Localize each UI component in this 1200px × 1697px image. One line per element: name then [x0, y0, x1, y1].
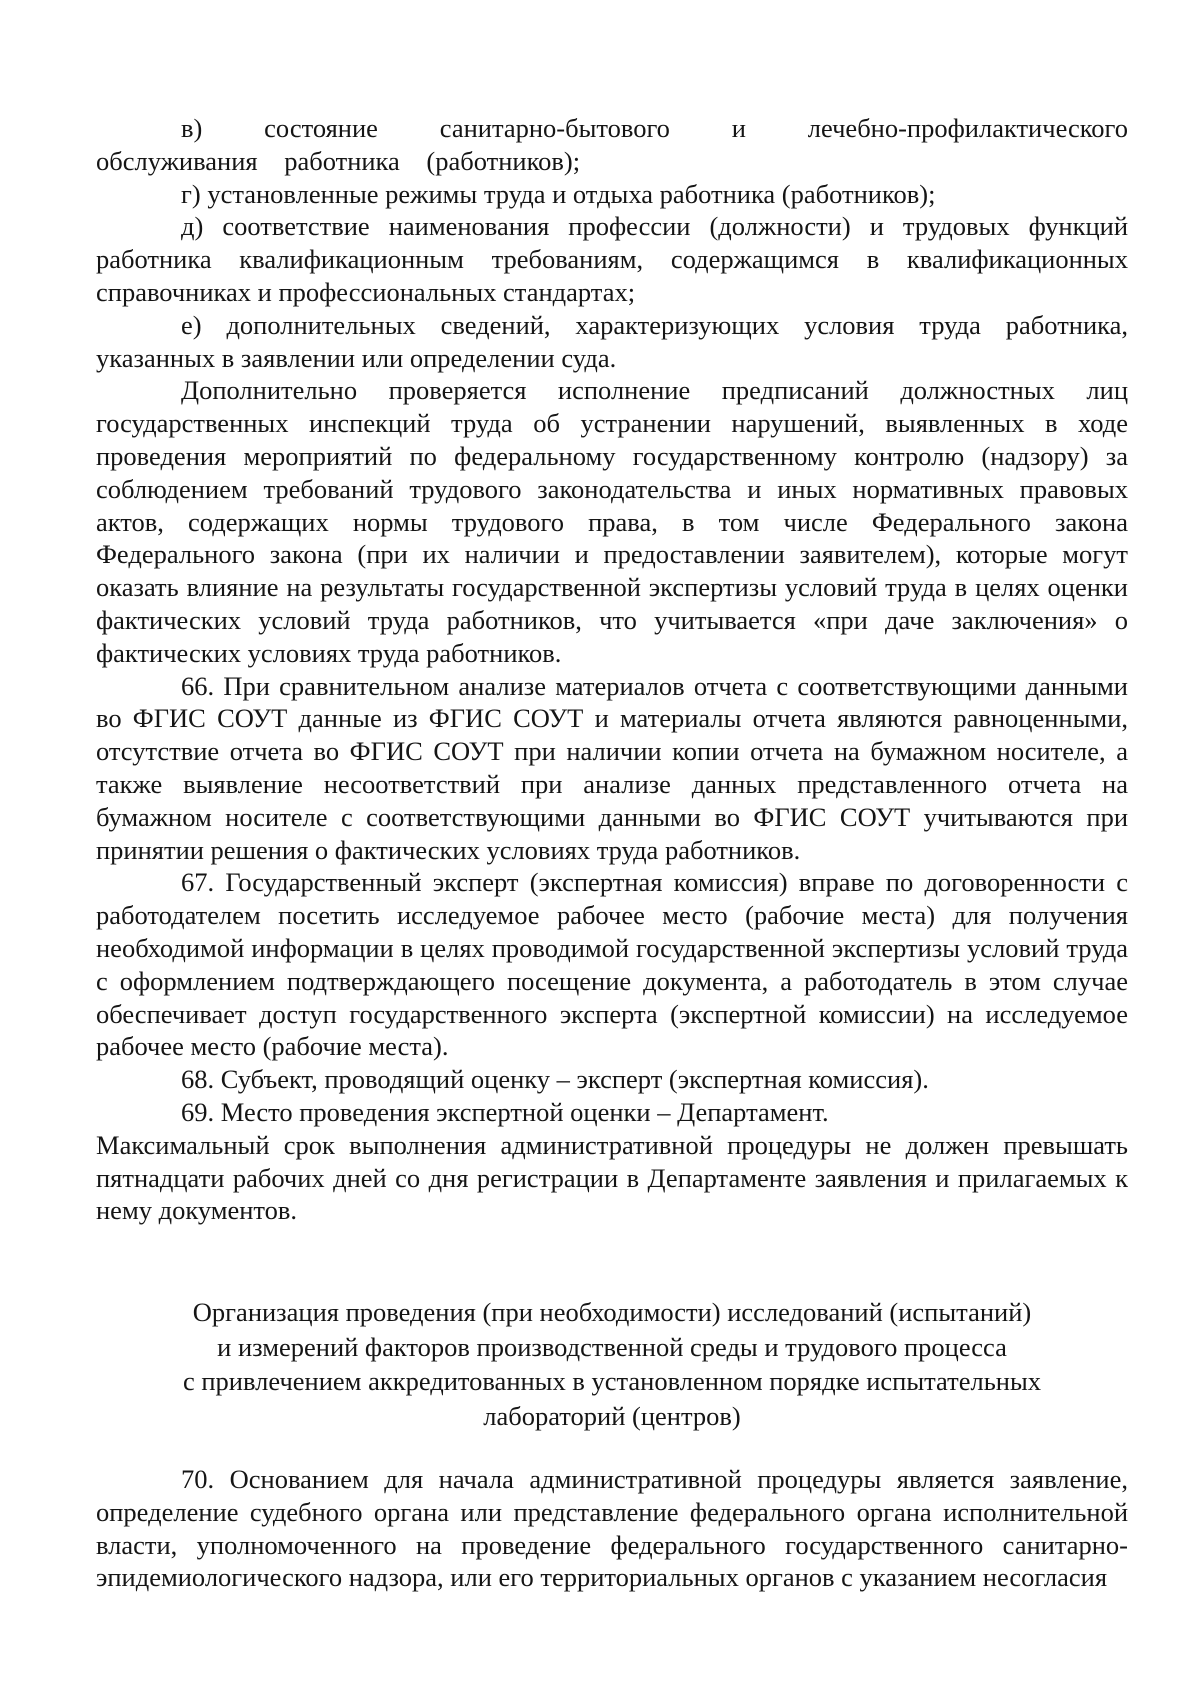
section-heading-line: с привлечением аккредитованных в установленном порядке испытательных [182, 1366, 1042, 1397]
list-item-v: в) состояние санитарно-бытового и лечебно-профилактического обслуживания работника (работников); [96, 113, 1128, 176]
list-item-e: е) дополнительных сведений, характеризующих условия труда работника, указанных в заявлении или определении суда. [96, 309, 1128, 373]
document-body [96, 112, 1128, 1594]
section-heading-line: Организация проведения (при необходимости) исследований (испытаний) [192, 1297, 1032, 1328]
section-heading-line: лабораторий (центров) [483, 1400, 741, 1431]
additional-check-paragraph: Дополнительно проверяется исполнение предписаний должностных лиц государственных инспекций труда об устранении нарушений, выявленных в ходе проведения мероприятий по федеральному государственному контролю (надзору) за соблюдением требований трудового законодательства и иных нормативных правовых актов, содержащих нормы трудового права, в том числе Федерального закона Федерального закона (при их наличии и предоставлении заявителем), которые могут оказать влияние на результаты государственной экспертизы условий труда в целях оценки фактических условий труда работников, что учитывается «при даче заключения» о фактических условиях труда работников. [96, 375, 1128, 668]
max-term-paragraph: Максимальный срок выполнения административной процедуры не должен превышать пятнадцати рабочих дней со дня регистрации в Департаменте заявления и прилагаемых к нему документов. [96, 1129, 1128, 1226]
clause-69: 69. Место проведения экспертной оценки – Департамент. [181, 1096, 829, 1127]
clause-67: 67. Государственный эксперт (экспертная комиссия) вправе по договоренности с работодателем посетить исследуемое рабочее место (рабочие места) для получения необходимой информации в целях проводимой государственной экспертизы условий труда с оформлением подтверждающего посещение документа, а работодатель в этом случае обеспечивает доступ государственного эксперта (экспертной комиссии) на исследуемое рабочее место (рабочие места). [96, 867, 1128, 1062]
section-heading [96, 1295, 1128, 1433]
section-heading-line: и измерений факторов производственной среды и трудового процесса [217, 1331, 1007, 1362]
clause-66: 66. При сравнительном анализе материалов отчета с соответствующими данными во ФГИС СОУТ данные из ФГИС СОУТ и материалы отчета являются равноценными, отсутствие отчета во ФГИС СОУТ при наличии копии отчета на бумажном носителе, а также выявление несоответствий при анализе данных представленного отчета на бумажном носителе с соответствующими данными во ФГИС СОУТ учитываются при принятии решения о фактических условиях труда работников. [96, 670, 1128, 865]
clause-68: 68. Субъект, проводящий оценку – эксперт (экспертная комиссия). [181, 1064, 929, 1095]
list-item-d: д) соответствие наименования профессии (должности) и трудовых функций работника квалификационным требованиям, содержащимся в квалификационных справочниках и профессиональных стандартах; [96, 211, 1128, 307]
clause-70: 70. Основанием для начала административной процедуры является заявление, определение судебного органа или представление федерального органа исполнительной власти, уполномоченного на проведение федерального государственного санитарно-эпидемиологического надзора, или его территориальных органов с указанием несогласия [96, 1464, 1128, 1593]
list-item-g: г) установленные режимы труда и отдыха работника (работников); [181, 178, 936, 209]
